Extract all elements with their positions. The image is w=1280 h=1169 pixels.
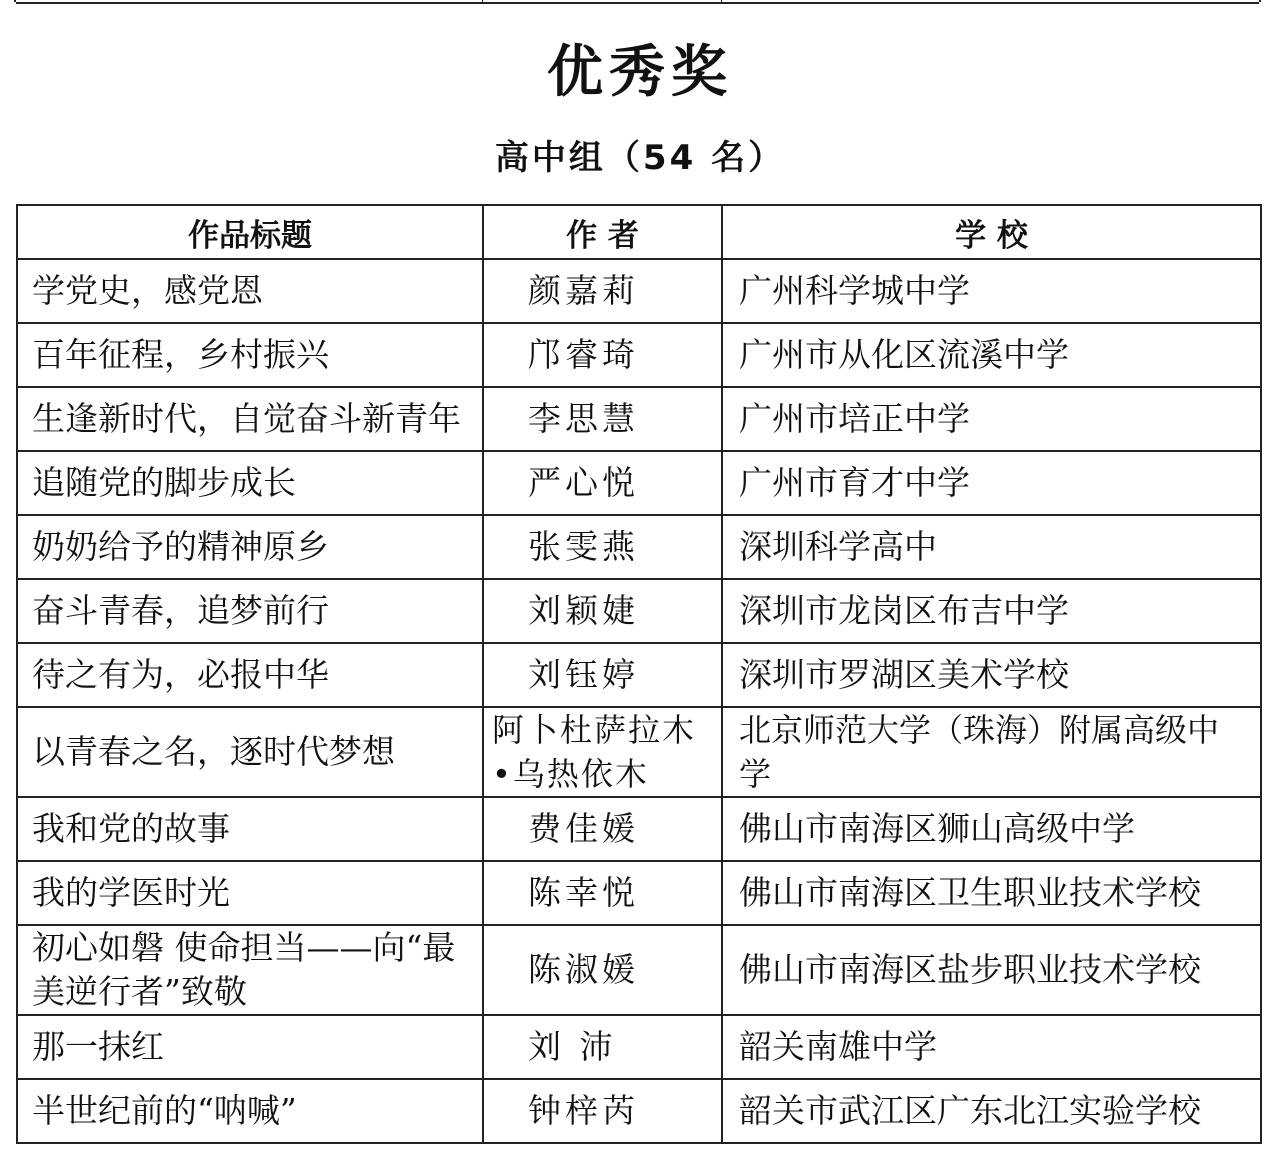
school-name: 广州科学城中学 xyxy=(722,259,1261,323)
school-name: 广州市从化区流溪中学 xyxy=(722,323,1261,387)
author-name: 刘钰婷 xyxy=(483,643,722,707)
work-title: 我的学医时光 xyxy=(17,861,483,925)
work-title: 生逢新时代，自觉奋斗新青年 xyxy=(17,387,483,451)
school-name: 佛山市南海区卫生职业技术学校 xyxy=(722,861,1261,925)
school-name: 佛山市南海区盐步职业技术学校 xyxy=(722,925,1261,1015)
author-name: 李思慧 xyxy=(483,387,722,451)
author-name: 颜嘉莉 xyxy=(483,259,722,323)
author-name: 费佳媛 xyxy=(483,797,722,861)
author-name: 陈幸悦 xyxy=(483,861,722,925)
school-name: 韶关南雄中学 xyxy=(722,1015,1261,1079)
work-title: 以青春之名，逐时代梦想 xyxy=(17,707,483,797)
table-row xyxy=(17,797,1261,861)
author-name: 陈淑媛 xyxy=(483,925,722,1015)
table-row xyxy=(17,643,1261,707)
author-name: 张雯燕 xyxy=(483,515,722,579)
table-row xyxy=(17,451,1261,515)
work-title: 半世纪前的“呐喊” xyxy=(17,1079,483,1143)
table-row xyxy=(17,925,1261,1015)
table-header-row xyxy=(17,205,1261,259)
table-row xyxy=(17,1015,1261,1079)
work-title: 待之有为，必报中华 xyxy=(17,643,483,707)
school-name: 广州市育才中学 xyxy=(722,451,1261,515)
work-title: 奋斗青春，追梦前行 xyxy=(17,579,483,643)
header-author: 作 者 xyxy=(483,205,722,259)
author-name: 刘颖婕 xyxy=(483,579,722,643)
table-row xyxy=(17,579,1261,643)
work-title: 我和党的故事 xyxy=(17,797,483,861)
table-row xyxy=(17,387,1261,451)
work-title: 奶奶给予的精神原乡 xyxy=(17,515,483,579)
school-name: 韶关市武江区广东北江实验学校 xyxy=(722,1079,1261,1143)
school-name: 佛山市南海区狮山高级中学 xyxy=(722,797,1261,861)
author-name: 阿卜杜萨拉木•乌热依木 xyxy=(483,707,722,797)
header-title: 作品标题 xyxy=(17,205,483,259)
group-subtitle: 高中组（54 名） xyxy=(494,138,786,178)
header-school: 学 校 xyxy=(722,205,1261,259)
school-name: 北京师范大学（珠海）附属高级中学 xyxy=(722,707,1261,797)
author-name: 刘 沛 xyxy=(483,1015,722,1079)
author-name: 邝睿琦 xyxy=(483,323,722,387)
work-title: 追随党的脚步成长 xyxy=(17,451,483,515)
table-row xyxy=(17,259,1261,323)
school-name: 广州市培正中学 xyxy=(722,387,1261,451)
awards-table xyxy=(16,204,1262,1144)
work-title: 百年征程，乡村振兴 xyxy=(17,323,483,387)
work-title: 那一抹红 xyxy=(17,1015,483,1079)
table-row xyxy=(17,861,1261,925)
table-row xyxy=(17,515,1261,579)
school-name: 深圳科学高中 xyxy=(722,515,1261,579)
school-name: 深圳市罗湖区美术学校 xyxy=(722,643,1261,707)
table-row xyxy=(17,707,1261,797)
school-name: 深圳市龙岗区布吉中学 xyxy=(722,579,1261,643)
work-title: 学党史，感党恩 xyxy=(17,259,483,323)
table-row xyxy=(17,1079,1261,1143)
previous-table-bottom-edge xyxy=(16,0,1259,4)
author-name: 钟梓芮 xyxy=(483,1079,722,1143)
page-title: 优秀奖 xyxy=(547,40,733,105)
work-title: 初心如磐 使命担当——向“最美逆行者”致敬 xyxy=(17,925,483,1015)
table-row xyxy=(17,323,1261,387)
author-name: 严心悦 xyxy=(483,451,722,515)
